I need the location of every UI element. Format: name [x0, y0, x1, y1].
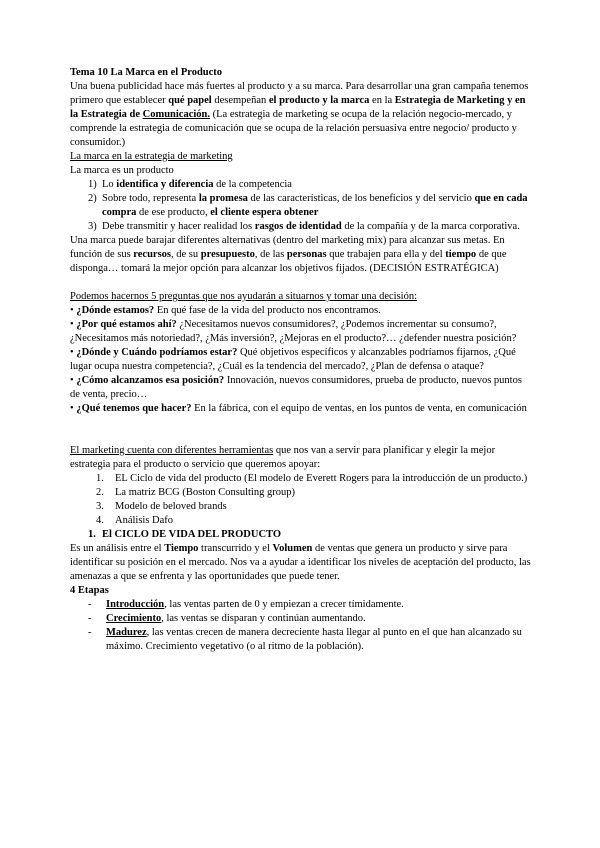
text-run: 4 Etapas	[70, 585, 109, 596]
text-run: Debe transmitir y hacer realidad los	[102, 221, 255, 232]
text-run: El CICLO DE VIDA DEL PRODUCTO	[102, 529, 282, 540]
numbered-item	[70, 500, 531, 514]
text-run: Lo	[102, 179, 117, 190]
text-run: el producto y la marca	[268, 95, 370, 106]
list-marker: 1)	[88, 179, 97, 190]
text-run: desempeñan	[211, 95, 269, 106]
text-run: Madurez	[106, 627, 147, 638]
section-heading-ciclo-vida	[70, 528, 531, 542]
dash-item	[70, 612, 531, 626]
text-run: identifica y diferencia	[116, 179, 214, 190]
list-item-text	[102, 220, 531, 234]
bullet-item	[70, 374, 531, 402]
numbered-item	[70, 192, 531, 220]
text-run: En la fábrica, con el equipo de ventas, en los puntos de venta, en comunicación	[191, 403, 527, 414]
numbered-item	[70, 220, 531, 234]
text-run: de ventas que genera un producto y sirve para identificar su posición en el mercado. Nos va a ayudar a identificar los niveles de aceptación del producto, las amenazas a que se enfrenta y las oportunidades que puede tener.	[70, 543, 531, 582]
text-run: , las ventas crecen de manera decreciente hasta llegar al punto en el que han alcanzado su máximo. Crecimiento vegetativo (o al ritmo de la población).	[106, 627, 522, 652]
numbered-item	[70, 178, 531, 192]
text-run: ¿Dónde estamos?	[76, 305, 155, 316]
text-run: de ese producto,	[136, 207, 211, 218]
list-marker: 2)	[88, 193, 97, 204]
text-run: que en cada compra	[102, 193, 528, 218]
text-run: Una marca puede barajar diferentes alternativas (dentro del marketing mix) para alcanzar sus metas. En función de sus	[70, 235, 505, 260]
paragraph	[70, 164, 531, 178]
text-run: ¿Qué tenemos que hacer?	[76, 403, 192, 414]
text-run: Sobre todo, representa	[102, 193, 199, 204]
dash-item	[70, 598, 531, 612]
text-run: rasgos de identidad	[254, 221, 342, 232]
spacer	[70, 276, 531, 290]
section-heading-preguntas	[70, 290, 531, 304]
text-run: EL Ciclo de vida del producto (El modelo de Everett Rogers para la introducción de un producto.)	[115, 473, 528, 484]
list-marker: -	[88, 613, 92, 624]
section-heading-marca-estrategia	[70, 150, 531, 164]
text-run: •	[70, 347, 77, 358]
text-run: Tiempo	[164, 543, 199, 554]
text-run: , las ventas se disparan y continúan aumentando.	[161, 613, 366, 624]
text-run: en la	[369, 95, 395, 106]
list-item-text	[115, 514, 531, 528]
text-run: ¿Por qué estamos ahí?	[76, 319, 177, 330]
bullet-item	[70, 346, 531, 374]
bullet-item	[70, 304, 531, 318]
list-marker: 1.	[88, 529, 96, 540]
list-item-text	[102, 192, 531, 220]
paragraph-herramientas	[70, 444, 531, 472]
text-run: , de su	[171, 249, 201, 260]
text-run: La matriz BCG (Boston Consulting group)	[115, 487, 295, 498]
text-run: •	[70, 305, 77, 316]
document-content	[70, 66, 531, 654]
text-run: , de las	[254, 249, 287, 260]
numbered-item	[70, 486, 531, 500]
text-run: Estrategia de Marketing y en la Estrategia de	[70, 95, 526, 120]
text-run: Tema 10 La Marca en el Producto	[70, 67, 223, 78]
text-run: de que disponga… tomará la mejor opción para alcanzar los objetivos fijados. (DECISIÓN ESTRATÉGICA)	[70, 249, 507, 274]
bullet-item	[70, 318, 531, 346]
text-run: transcurrido y el	[198, 543, 273, 554]
list-item-text	[115, 472, 531, 486]
list-marker: 3.	[96, 501, 104, 512]
bullet-item	[70, 402, 531, 416]
text-run: ¿Cómo alcanzamos esa posición?	[76, 375, 225, 386]
text-run: que nos van a servir para planificar y elegir la mejor estrategia para el producto o servicio que queremos apoyar:	[70, 445, 496, 470]
text-run: El marketing cuenta con diferentes herramientas	[70, 445, 274, 456]
list-item-text	[106, 598, 531, 612]
text-run: el cliente espera obtener	[210, 207, 319, 218]
text-run: de la competencia	[213, 179, 292, 190]
text-run: Comunicación.	[142, 109, 211, 120]
paragraph	[70, 542, 531, 584]
paragraph	[70, 234, 531, 276]
text-run: ¿Dónde y Cuándo podríamos estar?	[76, 347, 238, 358]
list-item-text	[102, 528, 531, 542]
list-marker: 2.	[96, 487, 104, 498]
text-run: ¿Necesitamos nuevos consumidores?, ¿Podemos incrementar su consumo?, ¿Necesitamos más notoriedad?, ¿Más inversión?, ¿Mejoras en el producto?… ¿defender nuestra posición?	[70, 319, 517, 344]
text-run: Modelo de beloved brands	[115, 501, 227, 512]
text-run: Una buena publicidad hace más fuertes al producto y a su marca. Para desarrollar una gran campaña tenemos primero que establecer	[70, 81, 529, 106]
text-run: de las características, de los beneficios y del servicio	[247, 193, 475, 204]
text-run: Qué objetivos específicos y alcanzables podríamos fijarnos, ¿Qué lugar ocupa nuestra competencia?, ¿Cuál es la tendencia del mercado?, ¿Plan de defensa o ataque?	[70, 347, 516, 372]
text-run: En qué fase de la vida del producto nos encontramos.	[154, 305, 381, 316]
list-marker: 1.	[96, 473, 104, 484]
list-marker: -	[88, 627, 92, 638]
text-run: La marca es un producto	[70, 165, 174, 176]
list-marker: 4.	[96, 515, 104, 526]
document-title	[70, 66, 531, 80]
list-item-text	[106, 612, 531, 626]
dash-item	[70, 626, 531, 654]
numbered-item	[70, 514, 531, 528]
text-run: personas	[286, 249, 327, 260]
list-marker: 3)	[88, 221, 97, 232]
numbered-item	[70, 472, 531, 486]
text-run: Introducción	[106, 599, 165, 610]
text-run: La marca en la estrategia de marketing	[70, 151, 233, 162]
text-run: la promesa	[198, 193, 248, 204]
text-run: , las ventas parten de 0 y empiezan a crecer tímidamente.	[164, 599, 404, 610]
text-run: Podemos hacernos 5 preguntas que nos ayudarán a situarnos y tomar una decisión:	[70, 291, 417, 302]
text-run: presupuesto	[200, 249, 255, 260]
text-run: tiempo	[445, 249, 477, 260]
subheading-etapas	[70, 584, 531, 598]
text-run: qué papel	[168, 95, 212, 106]
spacer	[70, 416, 531, 444]
list-item-text	[102, 178, 531, 192]
text-run: recursos	[133, 249, 172, 260]
text-run: Volumen	[272, 543, 313, 554]
text-run: (La estrategia de marketing se ocupa de la relación negocio-mercado, y comprende la estrategia de comunicación que se ocupa de la relación persuasiva entre negocio/ producto y consumidor.)	[70, 109, 517, 148]
text-run: •	[70, 375, 77, 386]
list-item-text	[115, 500, 531, 514]
list-item-text	[115, 486, 531, 500]
text-run: •	[70, 319, 77, 330]
text-run: Es un análisis entre el	[70, 543, 165, 554]
text-run: Crecimiento	[106, 613, 162, 624]
list-item-text	[106, 626, 531, 654]
list-marker: -	[88, 599, 92, 610]
intro-paragraph	[70, 80, 531, 150]
text-run: que trabajen para ella y del	[326, 249, 446, 260]
text-run: •	[70, 403, 77, 414]
text-run: Innovación, nuevos consumidores, prueba de producto, nuevos puntos de venta, precio…	[70, 375, 522, 400]
text-run: de la compañía y de la marca corporativa.	[341, 221, 520, 232]
text-run: Análisis Dafo	[115, 515, 174, 526]
